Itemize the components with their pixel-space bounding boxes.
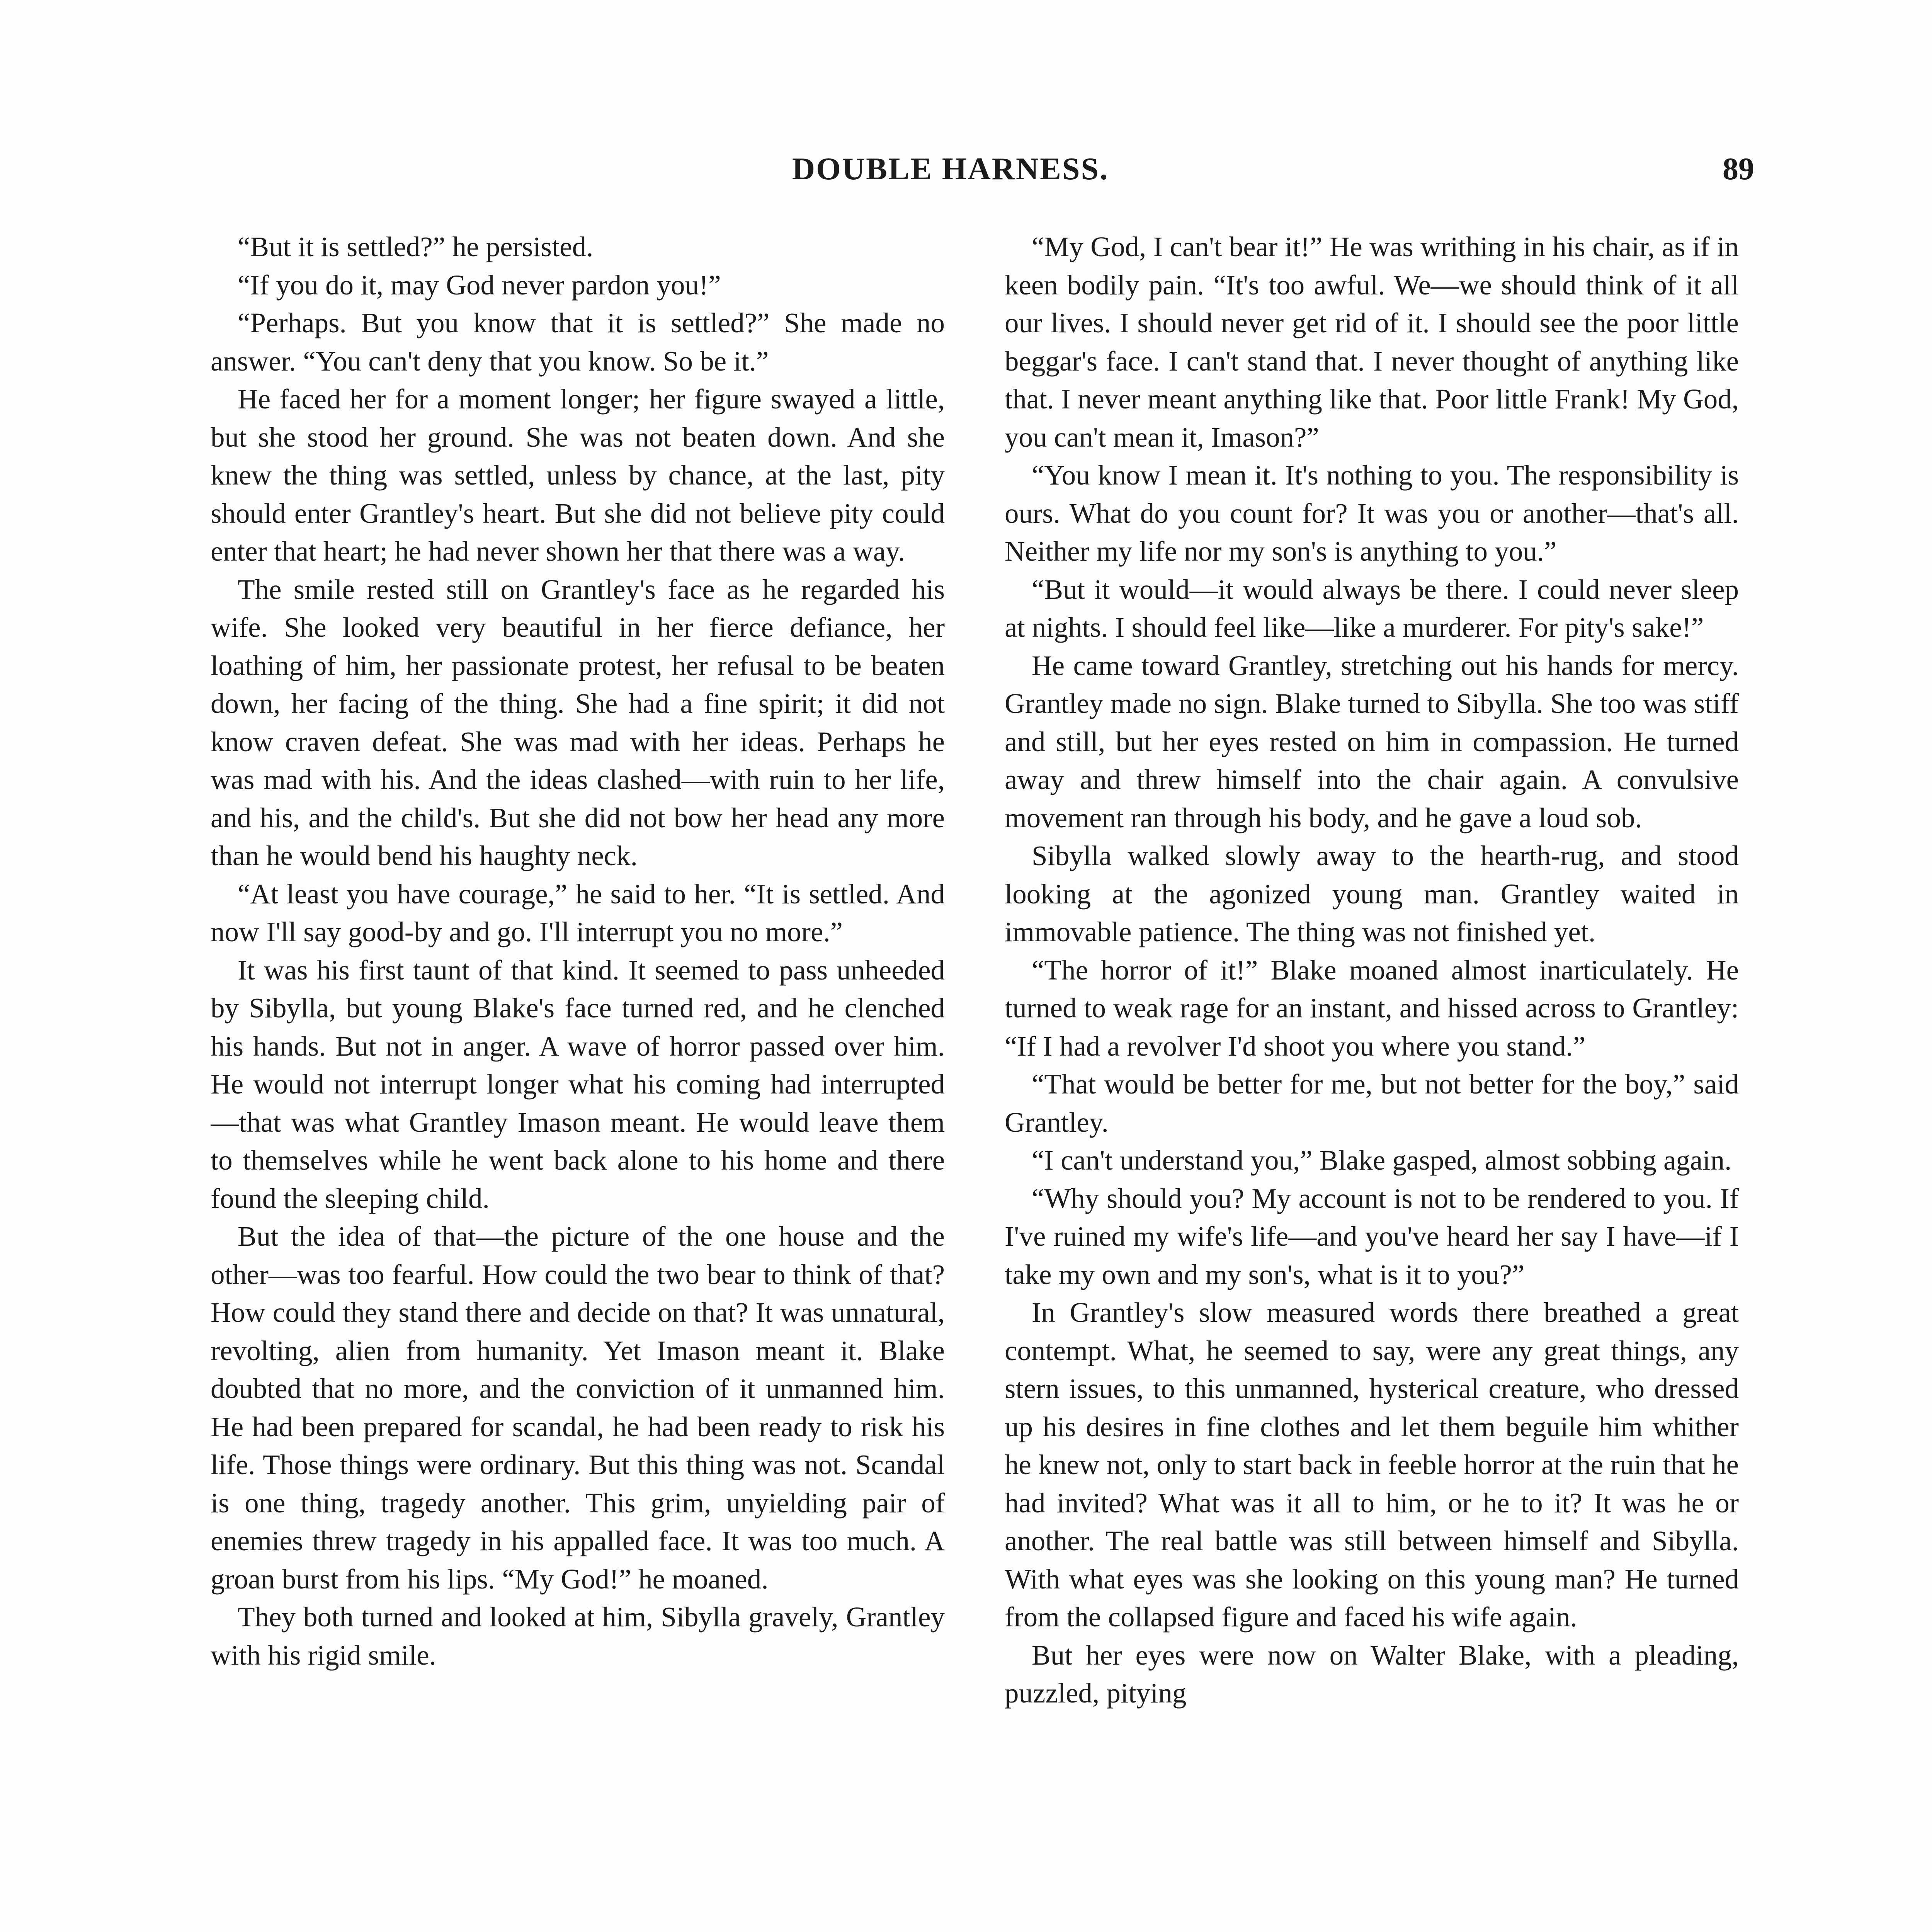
page-number: 89	[1723, 151, 1754, 186]
paragraph: He faced her for a moment longer; her figure swayed a little, but she stood her ground. She was not beaten down. And she knew the thing was settled, unless by chance, at the last, pity should enter Grantley's heart. But she did not believe pity could enter that heart; he had never shown her that there was a way.	[211, 383, 945, 567]
paragraph: But her eyes were now on Walter Blake, with a pleading, puzzled, pitying	[1005, 1639, 1739, 1709]
paragraph: Sibylla walked slowly away to the hearth-rug, and stood looking at the agonized young man. Grantley waited in immovable patience. The thing was not finished yet.	[1005, 840, 1739, 947]
paragraph: They both turned and looked at him, Sibylla gravely, Grantley with his rigid smile.	[211, 1601, 945, 1671]
paragraph: “My God, I can't bear it!” He was writhing in his chair, as if in keen bodily pain. “It's too awful. We—we should think of it all our lives. I should never get rid of it. I should see the poor little beggar's face. I can't stand that. I never thought of anything like that. I never meant anything like that. Poor little Frank! My God, you can't mean it, Imason?”	[1005, 231, 1739, 453]
right-column	[1005, 228, 1739, 1932]
running-head: DOUBLE HARNESS.	[792, 151, 1109, 186]
paragraph: “If you do it, may God never pardon you!”	[238, 269, 721, 301]
paragraph: “The horror of it!” Blake moaned almost inarticulately. He turned to weak rage for an instant, and hissed across to Grantley: “If I had a revolver I'd shoot you where you stand.”	[1005, 954, 1739, 1062]
paragraph: “Why should you? My account is not to be rendered to you. If I've ruined my wife's life—and you've heard her say I have—if I take my own and my son's, what is it to you?”	[1005, 1182, 1739, 1290]
paragraph: It was his first taunt of that kind. It seemed to pass unheeded by Sibylla, but young Blake's face turned red, and he clenched his hands. But not in anger. A wave of horror passed over him. He would not interrupt longer what his coming had interrupted—that was what Grantley Imason meant. He would leave them to themselves while he went back alone to his home and there found the sleeping child.	[211, 954, 945, 1214]
paragraph: In Grantley's slow measured words there breathed a great contempt. What, he seemed to say, were any great things, any stern issues, to this unmanned, hysterical creature, who dressed up his desires in fine clothes and let them beguile him whither he knew not, only to start back in feeble horror at the ruin that he had invited? What was it all to him, or he to it? It was he or another. The real battle was still between himself and Sibylla. With what eyes was she looking on this young man? He turned from the collapsed figure and faced his wife again.	[1005, 1297, 1739, 1633]
paragraph: “But it is settled?” he persisted.	[238, 231, 594, 262]
paragraph: He came toward Grantley, stretching out his hands for mercy. Grantley made no sign. Blake turned to Sibylla. She too was stiff and still, but her eyes rested on him in compassion. He turned away and threw himself into the chair again. A convulsive movement ran through his body, and he gave a loud sob.	[1005, 650, 1739, 833]
paragraph: “But it would—it would always be there. I could never sleep at nights. I should feel like—like a murderer. For pity's sake!”	[1005, 573, 1739, 643]
paragraph: The smile rested still on Grantley's face as he regarded his wife. She looked very beautiful in her fierce defiance, her loathing of him, her passionate protest, her refusal to be beaten down, her facing of the thing. She had a fine spirit; it did not know craven defeat. She was mad with her ideas. Perhaps he was mad with his. And the ideas clashed—with ruin to her life, and his, and the child's. But she did not bow her head any more than he would bend his haughty neck.	[211, 573, 945, 871]
paragraph: “That would be better for me, but not better for the boy,” said Grantley.	[1005, 1068, 1739, 1138]
paragraph: “I can't understand you,” Blake gasped, almost sobbing again.	[1032, 1145, 1732, 1176]
paragraph: But the idea of that—the picture of the one house and the other—was too fearful. How could the two bear to think of that? How could they stand there and decide on that? It was unnatural, revolting, alien from humanity. Yet Imason meant it. Blake doubted that no more, and the conviction of it unmanned him. He had been prepared for scandal, he had been ready to risk his life. Those things were ordinary. But this thing was not. Scandal is one thing, tragedy another. This grim, unyielding pair of enemies threw tragedy in his appalled face. It was too much. A groan burst from his lips. “My God!” he moaned.	[211, 1221, 945, 1595]
left-column	[211, 228, 945, 1932]
paragraph: “Perhaps. But you know that it is settled?” She made no answer. “You can't deny that you know. So be it.”	[211, 307, 945, 377]
paragraph: “You know I mean it. It's nothing to you. The responsibility is ours. What do you count for? It was you or another—that's all. Neither my life nor my son's is anything to you.”	[1005, 459, 1739, 567]
paragraph: “At least you have courage,” he said to her. “It is settled. And now I'll say good-by and go. I'll interrupt you no more.”	[211, 878, 945, 947]
